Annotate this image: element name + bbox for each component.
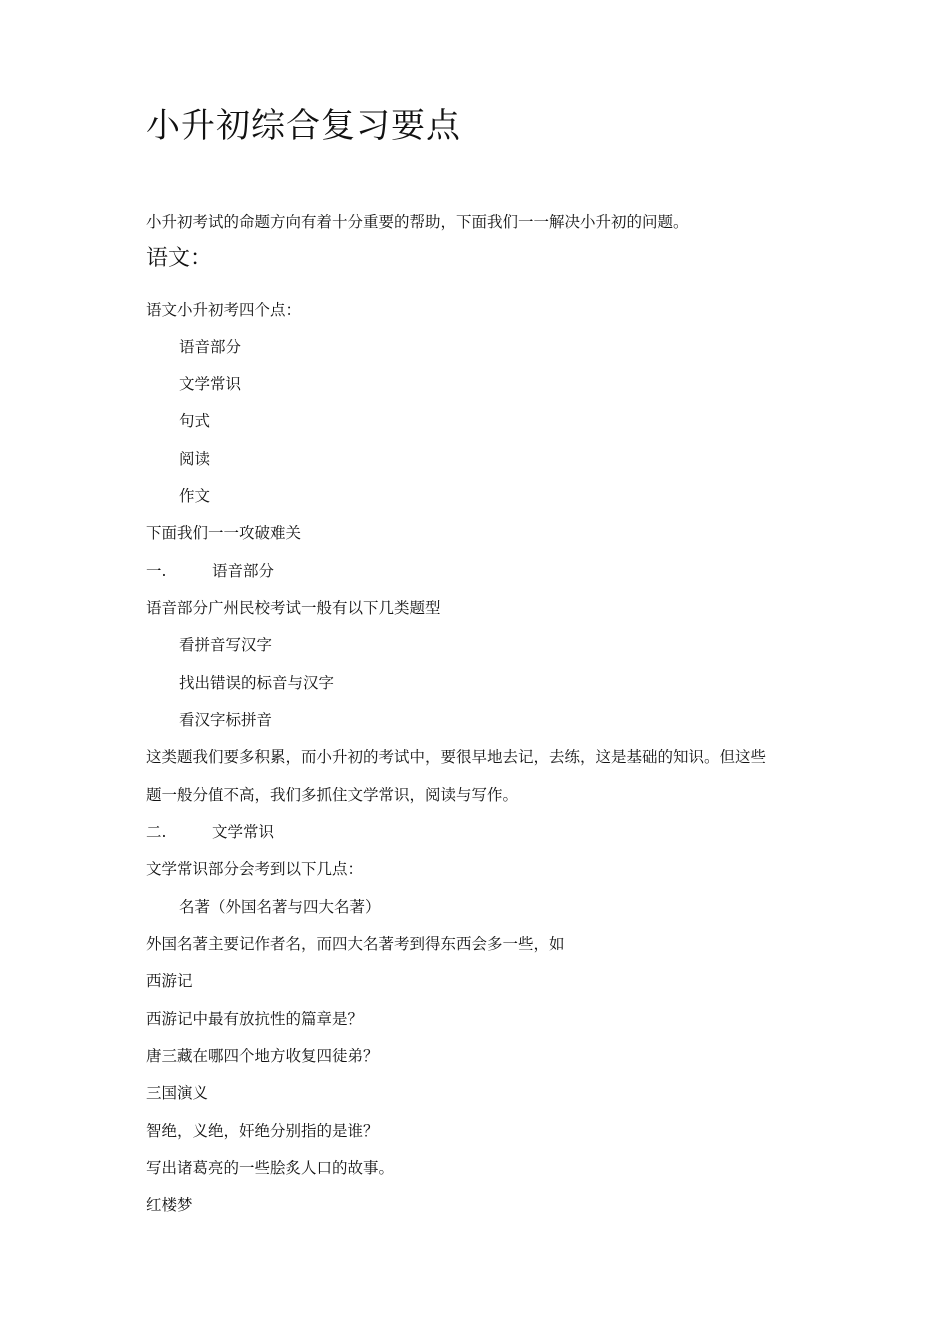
intro-paragraph: 小升初考试的命题方向有着十分重要的帮助，下面我们一一解决小升初的问题。 <box>146 213 689 231</box>
page-title: 小升初综合复习要点 <box>146 106 461 146</box>
text-line: 外国名著主要记作者名，而四大名著考到得东西会多一些，如 <box>146 935 565 953</box>
text-line: 写出诸葛亮的一些脍炙人口的故事。 <box>146 1159 395 1177</box>
numbered-heading <box>146 821 274 843</box>
text-line: 红楼梦 <box>146 1196 193 1214</box>
list-item: 句式 <box>179 412 211 430</box>
text-line: 西游记 <box>146 972 193 990</box>
text-line: 文学常识部分会考到以下几点： <box>146 860 364 878</box>
text-line: 语文小升初考四个点： <box>146 301 302 319</box>
heading-text: 语音部分 <box>212 562 275 580</box>
list-item: 阅读 <box>179 450 211 468</box>
text-line: 三国演义 <box>146 1084 209 1102</box>
list-item: 文学常识 <box>179 375 242 393</box>
list-item: 看汉字标拼音 <box>179 711 273 729</box>
list-item: 看拼音写汉字 <box>179 636 273 654</box>
numbered-heading <box>146 560 274 582</box>
text-line: 下面我们一一攻破难关 <box>146 524 302 542</box>
heading-text: 文学常识 <box>212 823 275 841</box>
paragraph-line: 题一般分值不高，我们多抓住文学常识，阅读与写作。 <box>146 786 519 804</box>
text-line: 西游记中最有放抗性的篇章是？ <box>146 1010 364 1028</box>
list-item: 作文 <box>179 487 211 505</box>
list-item: 语音部分 <box>179 338 242 356</box>
heading-number: 二. <box>146 823 167 841</box>
text-line: 智绝，义绝，奸绝分别指的是谁？ <box>146 1122 379 1140</box>
paragraph-line: 这类题我们要多积累，而小升初的考试中，要很早地去记，去练，这是基础的知识。但这些 <box>146 748 767 766</box>
list-item: 名著（外国名著与四大名著） <box>179 898 381 916</box>
section-heading-chinese: 语文： <box>146 246 213 271</box>
heading-number: 一. <box>146 562 167 580</box>
text-line: 唐三藏在哪四个地方收复四徒弟？ <box>146 1047 379 1065</box>
text-line: 语音部分广州民校考试一般有以下几类题型 <box>146 599 441 617</box>
list-item: 找出错误的标音与汉字 <box>179 674 335 692</box>
